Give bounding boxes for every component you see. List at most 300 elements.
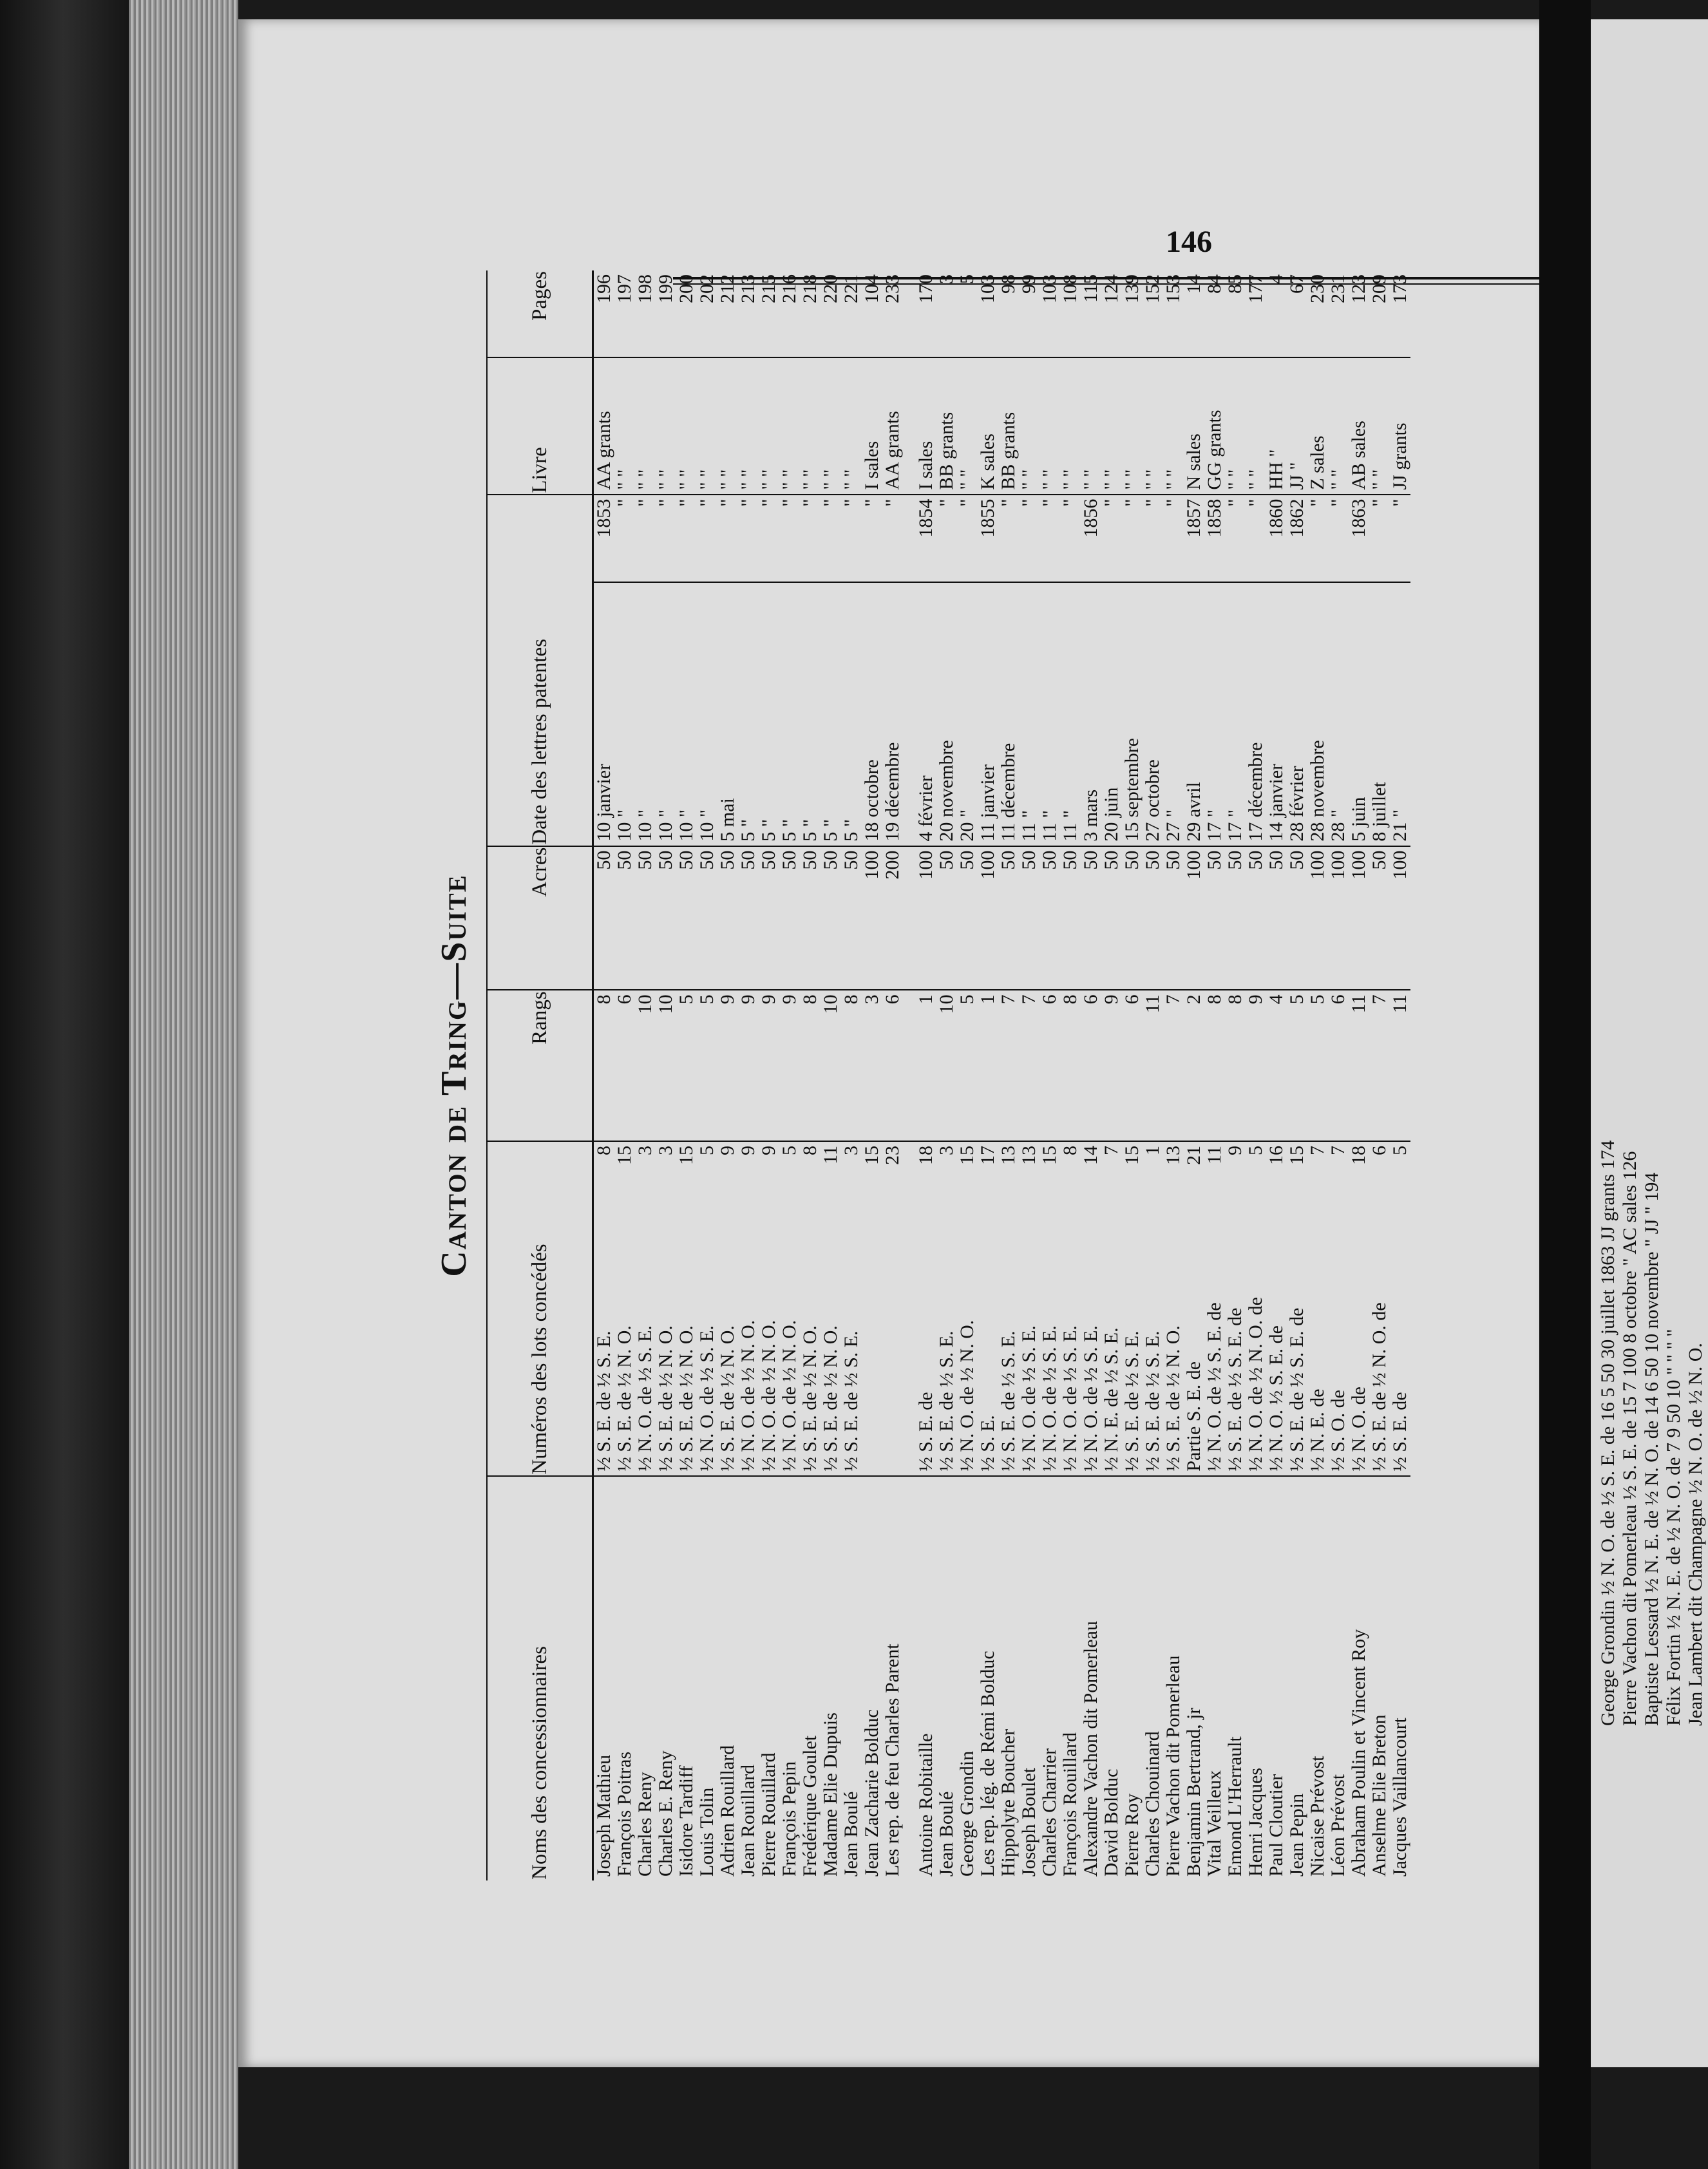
cell-name: Pierre Roy bbox=[1121, 1793, 1143, 1877]
cell-lot-number: 5 bbox=[1389, 1145, 1410, 1155]
cell-date: 11 " bbox=[1019, 582, 1039, 846]
cell-year: 1855 bbox=[978, 495, 998, 582]
cell-rang: 3 bbox=[862, 990, 882, 1141]
cell-acres: 50 bbox=[841, 846, 862, 990]
cell-date: 27 octobre bbox=[1143, 582, 1163, 846]
cell-year: " bbox=[821, 495, 841, 582]
cell-lot-number: 23 bbox=[882, 1145, 903, 1165]
cell-livre: AA grants bbox=[593, 357, 615, 495]
cell-livre: N sales bbox=[1184, 357, 1204, 495]
cell-name: Jean Pepin bbox=[1286, 1793, 1307, 1877]
table-row bbox=[738, 270, 759, 1880]
cell-lot-number: 15 bbox=[676, 1145, 697, 1165]
cell-lot-number: 18 bbox=[915, 1145, 936, 1165]
cell-name: Les rep. de feu Charles Parent bbox=[882, 1643, 903, 1877]
cell-year: 1862 bbox=[1287, 495, 1307, 582]
cell-year: 1860 bbox=[1266, 495, 1287, 582]
cell-page: 99 bbox=[1019, 270, 1039, 357]
cell-lot bbox=[882, 1141, 903, 1476]
cell-page: 212 bbox=[717, 270, 738, 357]
cell-date: 17 " bbox=[1204, 582, 1225, 846]
cell-year: 1863 bbox=[1349, 495, 1369, 582]
cell-name: Frédérique Goulet bbox=[799, 1735, 821, 1877]
cell-lot-number: 15 bbox=[861, 1145, 882, 1165]
cell-lot-number: 3 bbox=[634, 1145, 656, 1155]
cell-year: " bbox=[614, 495, 635, 582]
cell-acres: 50 bbox=[717, 846, 738, 990]
cell-acres: 50 bbox=[1225, 846, 1246, 990]
table-row bbox=[1204, 270, 1225, 1880]
cell-year: " bbox=[717, 495, 738, 582]
cell-rang: 10 bbox=[821, 990, 841, 1141]
cell-name: Abraham Poulin et Vincent Roy bbox=[1348, 1629, 1369, 1877]
rotated-table-sheet bbox=[422, 270, 1491, 1880]
cell-name: Madame Elie Dupuis bbox=[820, 1712, 841, 1877]
cell-page: 153 bbox=[1163, 270, 1184, 357]
cell-page: 123 bbox=[1349, 270, 1369, 357]
cell-year: " bbox=[1225, 495, 1246, 582]
cell-lot-number: 7 bbox=[1101, 1145, 1122, 1155]
cell-name: Isidore Tardiff bbox=[676, 1765, 697, 1877]
cell-livre: JJ " bbox=[1287, 357, 1307, 495]
cell-date: 17 " bbox=[1225, 582, 1246, 846]
table-row bbox=[1039, 270, 1060, 1880]
cell-year: " bbox=[998, 495, 1019, 582]
cell-lot-number: 7 bbox=[1327, 1145, 1349, 1155]
cell-date: 4 février bbox=[903, 582, 936, 846]
cell-lot: ½ N. O. de ½ S. E. 14 bbox=[1081, 1141, 1101, 1476]
header-acres: Acres bbox=[487, 846, 593, 990]
cell-page: 5 bbox=[957, 270, 978, 357]
cell-acres: 50 bbox=[1143, 846, 1163, 990]
cell-lot: ½ S. O. de 7 bbox=[1328, 1141, 1349, 1476]
cell-lot: ½ S. E. de ½ S. E. 8 bbox=[593, 1141, 615, 1476]
cell-name: Charles Chouinard bbox=[1142, 1731, 1163, 1877]
cell-lot: ½ S. E. de ½ S. E. 15 bbox=[1122, 1141, 1143, 1476]
cell-rang: 7 bbox=[998, 990, 1019, 1141]
table-row bbox=[1369, 270, 1390, 1880]
cell-page: 108 bbox=[1060, 270, 1081, 357]
cell-acres: 50 bbox=[1039, 846, 1060, 990]
cell-lot: ½ N. O. de ½ S. E. 8 bbox=[1060, 1141, 1081, 1476]
header-name: Noms des concessionnaires bbox=[487, 1476, 593, 1880]
cell-livre: " " bbox=[676, 357, 697, 495]
cell-page: 202 bbox=[697, 270, 717, 357]
cell-lot-number: 9 bbox=[737, 1145, 759, 1155]
cell-page: 200 bbox=[676, 270, 697, 357]
cell-year: " bbox=[1390, 495, 1410, 582]
cell-date: 10 " bbox=[656, 582, 676, 846]
table-row bbox=[1101, 270, 1122, 1880]
cell-name: Louis Tolin bbox=[696, 1787, 717, 1877]
cell-rang: 10 bbox=[635, 990, 656, 1141]
cell-lot-number: 13 bbox=[998, 1145, 1019, 1165]
cell-livre: " " bbox=[841, 357, 862, 495]
cell-livre: " " bbox=[635, 357, 656, 495]
cell-rang: 11 bbox=[1349, 990, 1369, 1141]
cell-acres: 100 bbox=[862, 846, 882, 990]
cell-livre: " " bbox=[717, 357, 738, 495]
header-date: Date des lettres patentes bbox=[487, 495, 593, 846]
cell-lot-number: 8 bbox=[799, 1145, 821, 1155]
facing-page-row: Félix Fortin ½ N. E. de ½ N. O. de 7 9 50 10 " " " " bbox=[1663, 1329, 1684, 1726]
table-row bbox=[936, 270, 957, 1880]
cell-name: Paul Cloutier bbox=[1266, 1774, 1287, 1877]
cell-year: " bbox=[759, 495, 779, 582]
table-row bbox=[656, 270, 676, 1880]
cell-rang: 8 bbox=[1060, 990, 1081, 1141]
cell-rang: 1 bbox=[903, 990, 936, 1141]
cell-year: " bbox=[841, 495, 862, 582]
cell-livre: " " bbox=[1081, 357, 1101, 495]
cell-name: Henri Jacques bbox=[1245, 1767, 1266, 1877]
cell-livre: HH " bbox=[1266, 357, 1287, 495]
cell-page: 198 bbox=[635, 270, 656, 357]
cell-date: 28 " bbox=[1328, 582, 1349, 846]
cell-lot-number: 15 bbox=[1286, 1145, 1307, 1165]
table-row bbox=[759, 270, 779, 1880]
cell-date: 10 janvier bbox=[593, 582, 615, 846]
cell-livre: " " bbox=[1163, 357, 1184, 495]
cell-lot: Partie S. E. de 21 bbox=[1184, 1141, 1204, 1476]
cell-lot: ½ S. E. de ½ N. O. 15 bbox=[614, 1141, 635, 1476]
cell-acres: 200 bbox=[882, 846, 903, 990]
cell-livre: I sales bbox=[903, 357, 936, 495]
cell-page: 220 bbox=[821, 270, 841, 357]
cell-lot: ½ N. O. de ½ N. O. 9 bbox=[759, 1141, 779, 1476]
cell-page: 98 bbox=[998, 270, 1019, 357]
cell-lot-number: 11 bbox=[820, 1145, 841, 1164]
cell-date: 29 avril bbox=[1184, 582, 1204, 846]
table-row bbox=[1307, 270, 1328, 1880]
cell-lot: ½ S. E. de ½ S. E. de 15 bbox=[1287, 1141, 1307, 1476]
cell-livre: " " bbox=[1122, 357, 1143, 495]
cell-acres: 50 bbox=[1081, 846, 1101, 990]
cell-year: 1854 bbox=[903, 495, 936, 582]
cell-lot-number: 21 bbox=[1183, 1145, 1204, 1165]
cell-page: 199 bbox=[656, 270, 676, 357]
cell-year: 1856 bbox=[1081, 495, 1101, 582]
cell-lot: ½ S. E. de ½ N. O. 15 bbox=[676, 1141, 697, 1476]
cell-year: " bbox=[882, 495, 903, 582]
cell-acres: 100 bbox=[1184, 846, 1204, 990]
cell-lot: ½ S. E. de ½ S. E. 3 bbox=[841, 1141, 862, 1476]
header-livre: Livre bbox=[487, 357, 593, 495]
cell-name: Benjamin Bertrand, jr bbox=[1183, 1707, 1204, 1877]
cell-name: Joseph Mathieu bbox=[593, 1754, 614, 1877]
cell-lot-number: 9 bbox=[758, 1145, 779, 1155]
book-gutter bbox=[1539, 0, 1591, 2169]
cell-rang: 8 bbox=[593, 990, 615, 1141]
cell-livre: " " bbox=[1369, 357, 1390, 495]
cell-year: " bbox=[936, 495, 957, 582]
table-row bbox=[882, 270, 903, 1880]
cell-lot-number: 11 bbox=[1204, 1145, 1225, 1164]
cell-name: George Grondin bbox=[956, 1750, 978, 1877]
cell-acres: 50 bbox=[1266, 846, 1287, 990]
cell-page: 233 bbox=[882, 270, 903, 357]
cell-name: Jean Boulé bbox=[840, 1791, 862, 1877]
cell-lot: ½ S. E. de ½ S. E. 3 bbox=[936, 1141, 957, 1476]
cell-rang: 9 bbox=[738, 990, 759, 1141]
cell-rang: 5 bbox=[697, 990, 717, 1141]
table-row bbox=[978, 270, 998, 1880]
table-row bbox=[1081, 270, 1101, 1880]
cell-page: 218 bbox=[800, 270, 821, 357]
cell-rang: 9 bbox=[717, 990, 738, 1141]
cell-lot-number: 13 bbox=[1018, 1145, 1039, 1165]
cell-lot-number: 7 bbox=[1307, 1145, 1328, 1155]
cell-lot-number: 1 bbox=[1142, 1145, 1163, 1155]
cell-date: 5 " bbox=[821, 582, 841, 846]
cell-page: 84 bbox=[1204, 270, 1225, 357]
cell-livre: " " bbox=[738, 357, 759, 495]
table-row bbox=[862, 270, 882, 1880]
cell-lot: ½ S. E. de ½ N. O. 8 bbox=[800, 1141, 821, 1476]
cell-rang: 7 bbox=[1019, 990, 1039, 1141]
table-row bbox=[821, 270, 841, 1880]
facing-page bbox=[1591, 19, 1708, 2067]
header-lots: Numéros des lots concédés bbox=[487, 1141, 593, 1476]
cell-lot-number: 8 bbox=[593, 1145, 614, 1155]
cell-page: 221 bbox=[841, 270, 862, 357]
cell-lot: ½ N. O. de ½ S. E. 13 bbox=[1019, 1141, 1039, 1476]
cell-page: 231 bbox=[1328, 270, 1349, 357]
table-row bbox=[1143, 270, 1163, 1880]
cell-date: 8 juillet bbox=[1369, 582, 1390, 846]
cell-lot-number: 15 bbox=[614, 1145, 635, 1165]
cell-rang: 5 bbox=[676, 990, 697, 1141]
cell-name: Léon Prévost bbox=[1327, 1774, 1349, 1877]
cell-lot: ½ S. E. de ½ S. E. de 9 bbox=[1225, 1141, 1246, 1476]
cell-lot-number: 3 bbox=[840, 1145, 862, 1155]
cell-acres: 50 bbox=[1287, 846, 1307, 990]
cell-page: 197 bbox=[614, 270, 635, 357]
cell-livre: " " bbox=[1143, 357, 1163, 495]
cell-acres: 50 bbox=[614, 846, 635, 990]
cell-page: 67 bbox=[1287, 270, 1307, 357]
cell-rang: 11 bbox=[1390, 990, 1410, 1141]
table-row bbox=[697, 270, 717, 1880]
book-binding bbox=[0, 0, 142, 2169]
cell-year: " bbox=[1039, 495, 1060, 582]
cell-acres: 100 bbox=[978, 846, 998, 990]
cell-year: " bbox=[1143, 495, 1163, 582]
cell-year: " bbox=[1369, 495, 1390, 582]
cell-acres: 100 bbox=[1390, 846, 1410, 990]
cell-page: 196 bbox=[593, 270, 615, 357]
cell-date: 10 " bbox=[697, 582, 717, 846]
table-row bbox=[717, 270, 738, 1880]
cell-year: 1857 bbox=[1184, 495, 1204, 582]
cell-livre: " " bbox=[1060, 357, 1081, 495]
cell-date: 10 " bbox=[614, 582, 635, 846]
cell-name: François Rouillard bbox=[1059, 1732, 1081, 1877]
cell-name: Pierre Rouillard bbox=[758, 1752, 779, 1877]
cell-name: Jean Boulé bbox=[936, 1791, 957, 1877]
cell-name: Charles Reny bbox=[634, 1772, 656, 1877]
cell-livre: BB grants bbox=[998, 357, 1019, 495]
cell-livre: " " bbox=[1019, 357, 1039, 495]
cell-livre: Z sales bbox=[1307, 357, 1328, 495]
cell-year: " bbox=[800, 495, 821, 582]
cell-year: 1858 bbox=[1204, 495, 1225, 582]
cell-lot-number: 3 bbox=[655, 1145, 676, 1155]
table-row bbox=[903, 270, 936, 1880]
cell-lot: ½ S. E. de ½ N. O. 9 bbox=[717, 1141, 738, 1476]
cell-lot: ½ N. O. de ½ S. E. 15 bbox=[1039, 1141, 1060, 1476]
cell-date: 17 décembre bbox=[1246, 582, 1266, 846]
cell-acres: 50 bbox=[676, 846, 697, 990]
cell-livre: AB sales bbox=[1349, 357, 1369, 495]
cell-rang: 7 bbox=[1369, 990, 1390, 1141]
cell-lot: ½ N. O. de ½ N. O. de 5 bbox=[1246, 1141, 1266, 1476]
cell-lot: ½ N. E. de 7 bbox=[1307, 1141, 1328, 1476]
cell-year: " bbox=[779, 495, 800, 582]
page-number: 146 bbox=[1166, 225, 1212, 259]
cell-year: " bbox=[1163, 495, 1184, 582]
cell-lot: ½ N. O. ½ S. E. de 16 bbox=[1266, 1141, 1287, 1476]
cell-lot-number: 15 bbox=[956, 1145, 978, 1165]
cell-lot-number: 14 bbox=[1080, 1145, 1101, 1165]
cell-rang: 6 bbox=[1328, 990, 1349, 1141]
cell-acres: 50 bbox=[593, 846, 615, 990]
cell-acres: 50 bbox=[656, 846, 676, 990]
cell-acres: 50 bbox=[1204, 846, 1225, 990]
cell-name: Emond L'Herrault bbox=[1224, 1736, 1246, 1877]
cell-name: Nicaise Prévost bbox=[1307, 1756, 1328, 1877]
cell-year: " bbox=[1246, 495, 1266, 582]
cell-page: 103 bbox=[1039, 270, 1060, 357]
header-row bbox=[487, 270, 593, 1880]
cell-rang: 11 bbox=[1143, 990, 1163, 1141]
table-row bbox=[1287, 270, 1307, 1880]
cell-rang: 1 bbox=[978, 990, 998, 1141]
cell-lot-number: 8 bbox=[1059, 1145, 1081, 1155]
cell-page: 213 bbox=[738, 270, 759, 357]
cell-name: François Pepin bbox=[779, 1761, 800, 1877]
cell-lot: ½ N. O. de ½ N. O. 15 bbox=[957, 1141, 978, 1476]
cell-rang: 2 bbox=[1184, 990, 1204, 1141]
cell-year: " bbox=[635, 495, 656, 582]
cell-date: 3 mars bbox=[1081, 582, 1101, 846]
cell-date: 11 " bbox=[1039, 582, 1060, 846]
cell-lot: ½ N. O. de 18 bbox=[1349, 1141, 1369, 1476]
cell-rang: 9 bbox=[779, 990, 800, 1141]
cell-livre: K sales bbox=[978, 357, 998, 495]
cell-date: 5 " bbox=[841, 582, 862, 846]
cell-year: " bbox=[1101, 495, 1122, 582]
cell-page: 103 bbox=[978, 270, 998, 357]
table-row bbox=[1246, 270, 1266, 1880]
cell-date: 15 septembre bbox=[1122, 582, 1143, 846]
cell-rang: 8 bbox=[1204, 990, 1225, 1141]
cell-acres: 50 bbox=[779, 846, 800, 990]
cell-page: 230 bbox=[1307, 270, 1328, 357]
cell-rang: 9 bbox=[759, 990, 779, 1141]
table-row bbox=[1390, 270, 1410, 1880]
table-title: Canton de Tring—Suite bbox=[434, 874, 474, 1277]
cell-year: " bbox=[957, 495, 978, 582]
cell-rang: 9 bbox=[1246, 990, 1266, 1141]
cell-year: " bbox=[656, 495, 676, 582]
cell-rang: 9 bbox=[1101, 990, 1122, 1141]
cell-page: 173 bbox=[1390, 270, 1410, 357]
table-row bbox=[957, 270, 978, 1880]
table-row bbox=[676, 270, 697, 1880]
cell-livre: " " bbox=[614, 357, 635, 495]
cell-lot-number: 9 bbox=[717, 1145, 738, 1155]
cell-acres: 50 bbox=[1246, 846, 1266, 990]
cell-page: 104 bbox=[862, 270, 882, 357]
cell-year: " bbox=[862, 495, 882, 582]
table-row bbox=[1184, 270, 1204, 1880]
cell-date: 18 octobre bbox=[862, 582, 882, 846]
cell-livre: " " bbox=[1101, 357, 1122, 495]
header-rangs: Rangs bbox=[487, 990, 593, 1141]
cell-name: Antoine Robitaille bbox=[915, 1733, 936, 1877]
cell-acres: 50 bbox=[738, 846, 759, 990]
cell-rang: 6 bbox=[614, 990, 635, 1141]
cell-date: 5 juin bbox=[1349, 582, 1369, 846]
cell-acres: 100 bbox=[903, 846, 936, 990]
cell-acres: 50 bbox=[936, 846, 957, 990]
cell-livre: " " bbox=[800, 357, 821, 495]
cell-name: Vital Veilleux bbox=[1204, 1770, 1225, 1877]
cell-acres: 50 bbox=[1060, 846, 1081, 990]
cell-date: 20 novembre bbox=[936, 582, 957, 846]
table-row bbox=[998, 270, 1019, 1880]
cell-lot-number: 5 bbox=[696, 1145, 717, 1155]
cell-rang: 6 bbox=[1122, 990, 1143, 1141]
cell-name: Anselme Elie Breton bbox=[1369, 1714, 1390, 1877]
table-body bbox=[593, 270, 1411, 1880]
cell-date: 11 janvier bbox=[978, 582, 998, 846]
cell-lot: ½ N. O. de ½ S. E. 3 bbox=[635, 1141, 656, 1476]
cell-page: 14 bbox=[1184, 270, 1204, 357]
cell-page: 3 bbox=[936, 270, 957, 357]
cell-year: " bbox=[1328, 495, 1349, 582]
cell-date: 14 janvier bbox=[1266, 582, 1287, 846]
cell-lot: ½ S. E. de 5 bbox=[1390, 1141, 1410, 1476]
cell-livre: JJ grants bbox=[1390, 357, 1410, 495]
table-row bbox=[1019, 270, 1039, 1880]
cell-rang: 6 bbox=[1081, 990, 1101, 1141]
cell-lot: ½ S. E. de ½ S. E. 1 bbox=[1143, 1141, 1163, 1476]
cell-date: 21 " bbox=[1390, 582, 1410, 846]
cell-acres: 50 bbox=[697, 846, 717, 990]
cell-date: 5 " bbox=[779, 582, 800, 846]
cell-date: 10 " bbox=[676, 582, 697, 846]
page-stack-edges bbox=[129, 0, 238, 2169]
cell-livre: " " bbox=[779, 357, 800, 495]
table-row bbox=[635, 270, 656, 1880]
cell-page: 170 bbox=[903, 270, 936, 357]
cell-name: Les rep. lég. de Rémi Bolduc bbox=[977, 1651, 998, 1877]
cell-acres: 100 bbox=[1349, 846, 1369, 990]
cell-acres: 100 bbox=[1307, 846, 1328, 990]
cell-rang: 8 bbox=[800, 990, 821, 1141]
cell-acres: 50 bbox=[957, 846, 978, 990]
cell-date: 5 mai bbox=[717, 582, 738, 846]
cell-acres: 50 bbox=[1369, 846, 1390, 990]
facing-page-row: Jean Lambert dit Champagne ½ N. O. de ½ N. O. bbox=[1685, 1343, 1706, 1726]
cell-lot-number: 6 bbox=[1369, 1145, 1390, 1155]
cell-page: 115 bbox=[1081, 270, 1101, 357]
cell-date: 11 décembre bbox=[998, 582, 1019, 846]
cell-name: David Bolduc bbox=[1101, 1768, 1122, 1877]
cell-rang: 8 bbox=[841, 990, 862, 1141]
